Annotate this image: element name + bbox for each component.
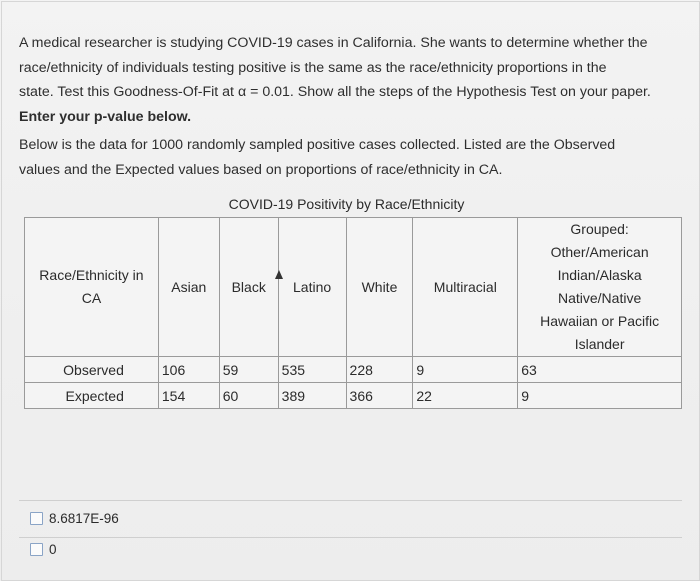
table-cell: 154: [158, 383, 219, 409]
table-caption: COVID-19 Positivity by Race/Ethnicity: [228, 196, 465, 212]
answer-option-1[interactable]: [30, 511, 119, 526]
question-line: race/ethnicity of individuals testing positive is the same as the race/ethnicity proportions in the: [19, 59, 607, 76]
column-header: Latino: [278, 218, 346, 357]
table-header-row: [25, 218, 682, 357]
table-cell: 22: [413, 383, 518, 409]
option-label: 0: [49, 542, 57, 557]
checkbox-icon[interactable]: [30, 512, 43, 525]
table-row: [25, 383, 682, 409]
table-cell: 535: [278, 357, 346, 383]
table-cell: 228: [346, 357, 413, 383]
instruction-line: Enter your p-value below.: [19, 108, 192, 125]
table-cell: 9: [413, 357, 518, 383]
row-label: Observed: [25, 357, 159, 383]
divider: [19, 500, 682, 501]
column-header: Asian: [158, 218, 219, 357]
question-line: A medical researcher is studying COVID-19 cases in California. She wants to determine whether the: [19, 35, 648, 51]
description-line: values and the Expected values based on proportions of race/ethnicity in CA.: [19, 161, 503, 178]
divider: [19, 537, 682, 538]
table-cell: 106: [158, 357, 219, 383]
table-cell: 366: [346, 383, 413, 409]
data-description: [19, 133, 694, 182]
answer-option-2[interactable]: [30, 542, 57, 557]
description-line: Below is the data for 1000 randomly sampled positive cases collected. Listed are the Observed: [19, 137, 616, 153]
row-header-cell: Race/Ethnicity in CA: [25, 218, 159, 357]
table-cell: 59: [219, 357, 278, 383]
option-label: 8.6817E-96: [49, 511, 119, 526]
data-table: [24, 217, 682, 409]
table-cell: 60: [219, 383, 278, 409]
table-cell: 389: [278, 383, 346, 409]
column-header: Black: [219, 218, 278, 357]
table-cell: 9: [518, 383, 682, 409]
checkbox-icon[interactable]: [30, 543, 43, 556]
table-cell: 63: [518, 357, 682, 383]
question-line: state. Test this Goodness-Of-Fit at α = 0.01. Show all the steps of the Hypothesis Test on your paper.: [19, 84, 651, 100]
column-header: White: [346, 218, 413, 357]
question-text: [19, 31, 694, 129]
column-header-grouped: Grouped: Other/American Indian/Alaska Native/Native Hawaiian or Pacific Islander: [518, 218, 682, 357]
mouse-cursor-icon: [275, 270, 283, 279]
column-header: Multiracial: [413, 218, 518, 357]
table-row: [25, 357, 682, 383]
row-label: Expected: [25, 383, 159, 409]
